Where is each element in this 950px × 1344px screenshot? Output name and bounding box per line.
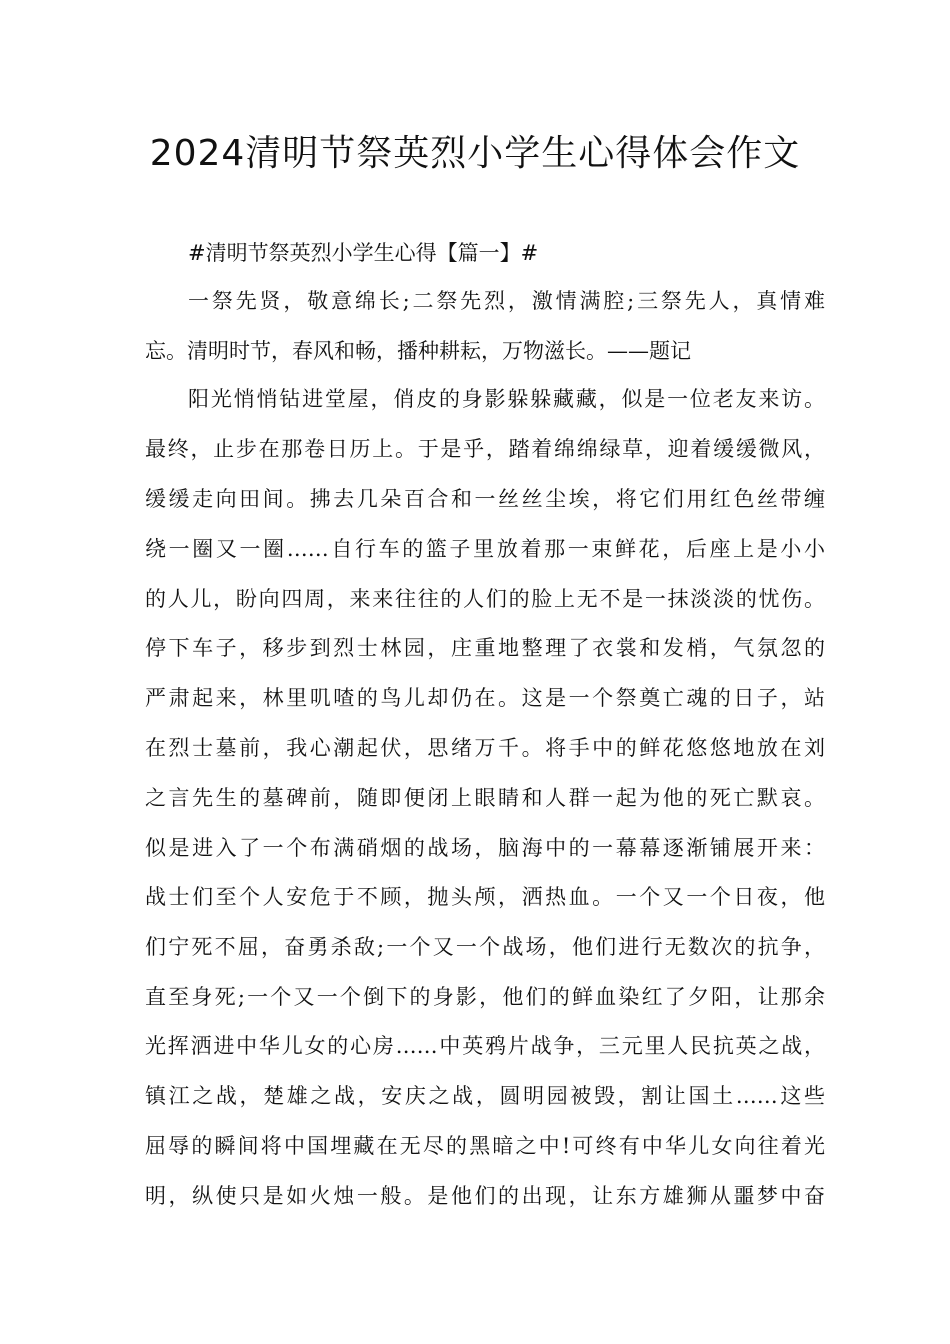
document-title: 2024清明节祭英烈小学生心得体会作文 [149, 133, 801, 174]
paragraph-line: 明，纵使只是如火烛一般。是他们的出现，让东方雄狮从噩梦中奋 [145, 1184, 825, 1208]
paragraph-line: 严肃起来，林里叽喳的鸟儿却仍在。这是一个祭奠亡魂的日子，站 [145, 686, 825, 710]
paragraph-line: 似是进入了一个布满硝烟的战场，脑海中的一幕幕逐渐铺展开来： [145, 836, 825, 860]
paragraph-line: 最终，止步在那卷日历上。于是乎，踏着绵绵绿草，迎着缓缓微风， [145, 437, 825, 461]
section-heading: #清明节祭英烈小学生心得【篇一】# [188, 241, 539, 265]
paragraph-line: 一祭先贤，敬意绵长;二祭先烈，激情满腔;三祭先人，真情难 [188, 289, 825, 313]
paragraph-line: 们宁死不屈，奋勇杀敌;一个又一个战场，他们进行无数次的抗争， [145, 935, 825, 959]
paragraph-line: 光挥洒进中华儿女的心房……中英鸦片战争，三元里人民抗英之战， [145, 1034, 825, 1058]
paragraph-line: 之言先生的墓碑前，随即便闭上眼睛和人群一起为他的死亡默哀。 [145, 786, 825, 810]
paragraph-line: 停下车子，移步到烈士林园，庄重地整理了衣裳和发梢，气氛忽的 [145, 636, 825, 660]
paragraph-line: 阳光悄悄钻进堂屋，俏皮的身影躲躲藏藏，似是一位老友来访。 [188, 387, 825, 411]
paragraph-line: 绕一圈又一圈……自行车的篮子里放着那一束鲜花，后座上是小小 [145, 537, 825, 561]
paragraph-line: 的人儿，盼向四周，来来往往的人们的脸上无不是一抹淡淡的忧伤。 [145, 587, 825, 611]
paragraph-line: 战士们至个人安危于不顾，抛头颅，洒热血。一个又一个日夜，他 [145, 885, 825, 909]
paragraph-line: 直至身死;一个又一个倒下的身影，他们的鲜血染红了夕阳，让那余 [145, 985, 825, 1009]
paragraph-line: 在烈士墓前，我心潮起伏，思绪万千。将手中的鲜花悠悠地放在刘 [145, 736, 825, 760]
paragraph-line: 屈辱的瞬间将中国埋藏在无尽的黑暗之中!可终有中华儿女向往着光 [145, 1134, 825, 1158]
paragraph-line: 镇江之战，楚雄之战，安庆之战，圆明园被毁，割让国土……这些 [145, 1084, 825, 1108]
paragraph-line: 缓缓走向田间。拂去几朵百合和一丝丝尘埃，将它们用红色丝带缠 [145, 487, 825, 511]
paragraph-line: 忘。清明时节，春风和畅，播种耕耘，万物滋长。——题记 [145, 339, 691, 363]
